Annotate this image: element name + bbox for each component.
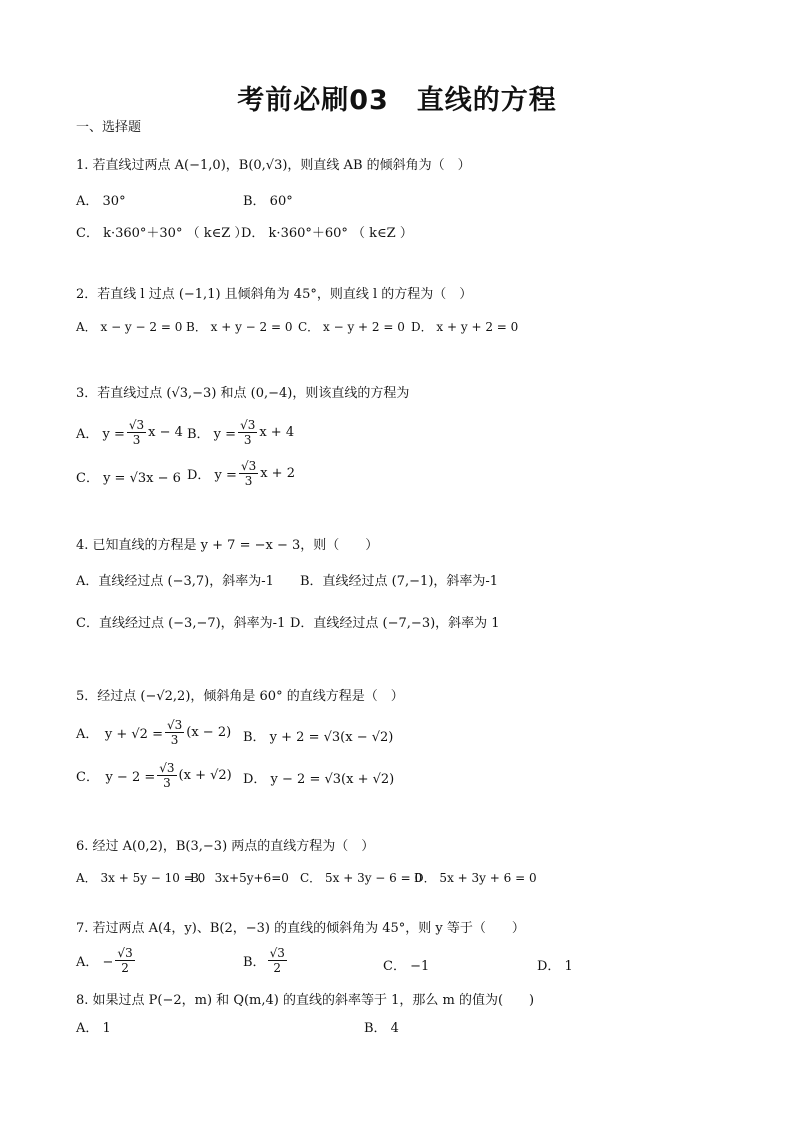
numerator: √3 bbox=[240, 459, 257, 473]
question-4-option-d: D．直线经过点 (−7,−3)，斜率为 1 bbox=[290, 616, 500, 631]
fraction bbox=[165, 718, 184, 747]
fraction bbox=[115, 946, 134, 975]
question-1-option-d: D． k·360°＋60° （ k∈Z ） bbox=[241, 226, 413, 241]
fraction bbox=[238, 418, 257, 447]
numerator: √3 bbox=[117, 946, 133, 960]
question-1-option-c: C． k·360°＋30° （ k∈Z ） bbox=[76, 226, 248, 241]
fraction bbox=[268, 946, 287, 975]
question-5-stem: 5．经过点 (−√2,2)，倾斜角是 60° 的直线方程是（ ） bbox=[76, 689, 404, 704]
question-5-option-a bbox=[76, 718, 231, 747]
option-a-suffix: (x − 2) bbox=[186, 725, 232, 740]
question-1-stem: 1. 若直线过两点 A(−1,0)，B(0,√3)，则直线 AB 的倾斜角为（ ） bbox=[76, 158, 471, 173]
option-d-prefix: D． y = bbox=[187, 468, 237, 483]
question-5-option-c bbox=[76, 761, 232, 790]
question-7-option-a bbox=[76, 946, 137, 975]
question-6-option-d: D． 5x + 3y + 6 = 0 bbox=[414, 871, 537, 885]
question-4-option-a: A．直线经过点 (−3,7)，斜率为-1 bbox=[76, 574, 274, 589]
question-6-stem: 6. 经过 A(0,2)，B(3,−3) 两点的直线方程为（ ） bbox=[76, 839, 375, 854]
question-3-option-d bbox=[187, 459, 295, 488]
page-title: 考前必刷03 直线的方程 bbox=[237, 85, 557, 116]
option-a-prefix: A． − bbox=[76, 955, 114, 970]
question-7-option-c: C． −1 bbox=[383, 959, 430, 974]
question-6-option-c: C． 5x + 3y − 6 = 0 bbox=[300, 871, 423, 885]
option-c-prefix: C． y − 2 = bbox=[76, 770, 156, 785]
denominator: 3 bbox=[132, 433, 141, 447]
question-7-option-b bbox=[243, 946, 289, 975]
question-8-option-a: A． 1 bbox=[76, 1021, 111, 1036]
question-4-option-b: B．直线经过点 (7,−1)，斜率为-1 bbox=[300, 574, 499, 589]
numerator: √3 bbox=[269, 946, 285, 960]
question-4-stem: 4. 已知直线的方程是 y + 7 = −x − 3，则（ ） bbox=[76, 538, 379, 553]
numerator: √3 bbox=[159, 761, 175, 775]
denominator: 2 bbox=[273, 961, 282, 975]
fraction bbox=[239, 459, 258, 488]
option-c-suffix: (x + √2) bbox=[178, 768, 232, 783]
question-1-option-a: A． 30° bbox=[76, 194, 126, 209]
denominator: 3 bbox=[163, 776, 171, 790]
option-b-prefix: B． bbox=[243, 955, 266, 970]
question-2-stem: 2．若直线 l 过点 (−1,1) 且倾斜角为 45°，则直线 l 的方程为（ ） bbox=[76, 287, 473, 302]
question-5-option-b: B． y + 2 = √3(x − √2) bbox=[243, 730, 394, 745]
question-6-option-b: B． 3x+5y+6=0 bbox=[190, 871, 289, 885]
option-d-suffix: x + 2 bbox=[260, 466, 295, 481]
question-7-option-d: D． 1 bbox=[537, 959, 573, 974]
question-4-option-c: C．直线经过点 (−3,−7)，斜率为-1 bbox=[76, 616, 286, 631]
question-3-option-b bbox=[187, 418, 294, 447]
section-heading: 一、选择题 bbox=[76, 120, 142, 135]
denominator: 3 bbox=[243, 433, 252, 447]
question-1-option-b: B． 60° bbox=[243, 194, 293, 209]
question-2-option-c: C． x − y + 2 = 0 bbox=[298, 320, 405, 334]
question-6-option-a: A． 3x + 5y − 10 = 0 bbox=[76, 871, 206, 885]
option-a-suffix: x − 4 bbox=[148, 425, 183, 440]
question-2-option-b: B． x + y − 2 = 0 bbox=[186, 320, 293, 334]
fraction bbox=[127, 418, 146, 447]
question-7-stem: 7. 若过两点 A(4，y)、B(2，−3) 的直线的倾斜角为 45°，则 y 等于（ ） bbox=[76, 921, 525, 936]
numerator: √3 bbox=[166, 718, 183, 732]
option-a-prefix: A． y = bbox=[76, 427, 125, 442]
question-2-option-a: A． x − y − 2 = 0 bbox=[76, 320, 183, 334]
question-8-stem: 8. 如果过点 P(−2，m) 和 Q(m,4) 的直线的斜率等于 1，那么 m 的值为( ) bbox=[76, 993, 535, 1008]
question-3-stem: 3．若直线过点 (√3,−3) 和点 (0,−4)，则该直线的方程为 bbox=[76, 386, 410, 401]
question-3-option-c: C． y = √3x − 6 bbox=[76, 471, 181, 486]
question-2-option-d: D． x + y + 2 = 0 bbox=[411, 320, 519, 334]
denominator: 2 bbox=[121, 961, 129, 975]
question-8-option-b: B． 4 bbox=[364, 1021, 399, 1036]
option-a-prefix: A． y + √2 = bbox=[76, 727, 163, 742]
numerator: √3 bbox=[240, 418, 256, 432]
option-b-suffix: x + 4 bbox=[259, 425, 295, 440]
option-b-prefix: B． y = bbox=[187, 427, 237, 442]
denominator: 3 bbox=[170, 733, 179, 747]
numerator: √3 bbox=[128, 418, 145, 432]
question-5-option-d: D． y − 2 = √3(x + √2) bbox=[243, 772, 395, 787]
question-3-option-a bbox=[76, 418, 183, 447]
fraction bbox=[157, 761, 176, 790]
denominator: 3 bbox=[244, 474, 253, 488]
